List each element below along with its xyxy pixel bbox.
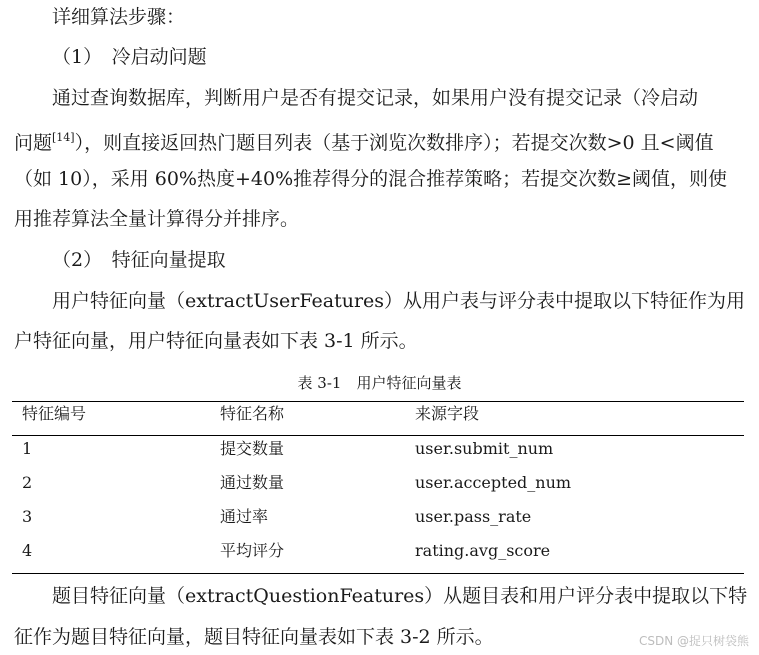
paragraph-3-line-2: 征作为题目特征向量，题目特征向量表如下表 3-2 所示。 xyxy=(14,626,494,648)
watermark: CSDN @捉只树袋熊 xyxy=(638,634,749,648)
table-bottom-rule xyxy=(12,573,744,574)
citation-ref: [14] xyxy=(52,131,75,144)
paragraph-2-line-1: 用户特征向量（extractUserFeatures）从用户表与评分表中提取以下特征作为用 xyxy=(52,290,746,312)
table-header-rule xyxy=(12,435,744,436)
paragraph-1-line-1: 通过查询数据库，判断用户是否有提交记录，如果用户没有提交记录（冷启动 xyxy=(52,87,699,109)
table-header-source: 来源字段 xyxy=(415,404,480,423)
table-caption: 表 3-1 用户特征向量表 xyxy=(297,374,462,392)
paragraph-1-line-3: （如 10），采用 60%热度+40%推荐得分的混合推荐策略；若提交次数≥阈值，则使 xyxy=(14,168,728,190)
table-cell-name: 通过率 xyxy=(220,507,269,526)
table-cell-name: 平均评分 xyxy=(220,541,285,560)
table-header-name: 特征名称 xyxy=(220,404,285,423)
table-cell-source: user.submit_num xyxy=(415,439,554,458)
table-cell-name: 提交数量 xyxy=(220,439,285,458)
table-cell-name: 通过数量 xyxy=(220,473,285,492)
table-top-rule xyxy=(12,401,744,402)
paragraph-1-line-2-a: 问题 xyxy=(14,132,53,154)
table-cell-id: 1 xyxy=(22,439,33,458)
table-cell-source: user.accepted_num xyxy=(415,473,572,492)
table-header-id: 特征编号 xyxy=(22,404,87,423)
paragraph-1-line-2-b: ），则直接返回热门题目列表（基于浏览次数排序）；若提交次数>0 且<阈值 xyxy=(74,132,714,154)
paragraph-1-line-4: 用推荐算法全量计算得分并排序。 xyxy=(14,208,300,230)
paragraph-1-line-2 xyxy=(14,126,714,155)
table-cell-id: 2 xyxy=(22,473,33,492)
table-cell-source: user.pass_rate xyxy=(415,507,532,526)
table-cell-id: 4 xyxy=(22,541,33,560)
table-cell-id: 3 xyxy=(22,507,33,526)
heading: 详细算法步骤： xyxy=(52,6,186,28)
paragraph-2-line-2: 户特征向量，用户特征向量表如下表 3-1 所示。 xyxy=(14,330,418,352)
paragraph-3-line-1: 题目特征向量（extractQuestionFeatures）从题目表和用户评分表中提取以下特 xyxy=(52,585,748,607)
section-2-title: （2） 特征向量提取 xyxy=(52,249,226,271)
section-1-title: （1） 冷启动问题 xyxy=(52,46,207,68)
table-cell-source: rating.avg_score xyxy=(415,541,551,560)
